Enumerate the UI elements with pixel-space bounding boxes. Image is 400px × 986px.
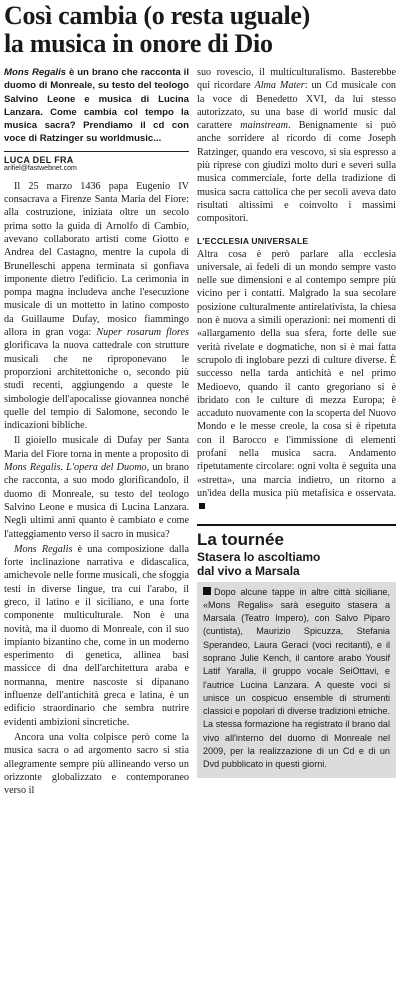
section-heading: L'ECCLESIA UNIVERSALE [197,235,309,246]
body-left [4,180,189,798]
paragraph: Ancora una volta colpisce però come la musica sacra o ad argomento sacro si stia allegramente sempre più allineando verso un orizzonte globalizzato e contemporaneo verso il [4,731,189,797]
paragraph: Altra cosa è però parlare alla ecclesia universale, ai fedeli di un mondo sempre vasto nelle sue dimensioni e al contempo sempre più vicino per i contatti. Malgrado la sua secolare posizione culturalmente antirelativista, la chiesa non è nuova a simili operazioni: nei momenti di «allargamento della sua sfera, forte delle sue verità rivelate e dogmatiche, non si è mai fatta scrupolo di inglobare pezzi di culture diverse. È successo nella tarda antichità e nel primo Medioevo, quando il canto gregoriano si è ibridato con le culture di mezza Europa; è accaduto nuovamente con la scoperta del Nuovo Mondo e le messe creole, la cosa si è ripetuta con il Barocco e l'immissione di elementi profani nella musica sacra. Andamento ripetutamente circolare: ogni volta è seguita una «stretta», una marcia indietro, un ritorno a un'idea della musica più metafisica e osservata. [197,248,396,514]
square-bullet-icon [203,587,211,595]
end-mark-icon [199,503,205,509]
headline [4,2,396,58]
body-right [197,66,396,514]
lede [4,66,189,146]
box-title: La tournée [197,529,284,549]
author-email: arifiel@fastwebnet.com [4,164,77,172]
paragraph: Mons Regalis è una composizione dalla forte inclinazione narrativa e didascalica, amichevole nelle forme musicali, che sfoggia testi in diverse lingue, tra cui l'arabo, il greco, il latino e il siciliano, e una forte componente multiculturale. Non è una novità, ma il duomo di Monreale, con il suo impianto bizantino che, come in un moderno esperimento di genetica, allinea basi massicce di dna dell'architettura araba e normanna, mentre nascoste si dipanano influenze dell'antichità greca e latina, è un edificio straordinario che sembra nutrire evidenti ambizioni sincretiche. [4,543,190,728]
paragraph: Il gioiello musicale di Dufay per Santa Maria del Fiore torna in mente a proposito di Mons Regalis. L'opera del Duomo, un brano che racconta, a suo modo glorificandolo, il duomo di Monreale, su testo del teologo Salvino Leone e musica di Lucina Lanzara. Negli ultimi anni quanto è cambiato e come l'atteggiamento verso il sacro in musica? [4,435,190,540]
author-name: LUCA DEL FRA [4,154,74,165]
headline-line-1: Così cambia (o resta uguale) [4,1,310,30]
lede-italic: Mons Regalis [4,67,67,78]
byline [4,151,189,172]
column-left [4,66,189,799]
box-subtitle: Stasera lo ascoltiamo dal vivo a Marsala [197,549,321,578]
box-body: Dopo alcune tappe in altre città siciliane, «Mons Regalis» sarà eseguito stasera a Marsala (Teatro Impero), con Salvo Piparo (cuntista), Maurizio Spicuzza, Stefania Sperandeo, Laura Geraci (voci recitanti), e il soprano Julie Kench, il cantore arabo Yousif Latif Yaralla, il gruppo vocale SeiOttavi, e l'autrice Lucina Lanzara. A queste voci si unisce un cospicuo ensemble di strumenti classici e popolari di diverse tradizioni etniche. La stessa formazione ha registrato il brano dal vivo all'interno del duomo di Monreale nel 2009, per la realizzazione di un Cd e di un Dvd pubblicato in questi giorni. [197,582,396,778]
paragraph: suo rovescio, il multiculturalismo. Basterebbe qui ricordare Alma Mater: un Cd musicale con la voce di Benedetto XVI, da lui stesso autorizzato, su una base di world music dal carattere mainstream. Benignamente si può anche sorridere al ricordo di come Joseph Ratzinger, quando era vescovo, si sia espresso a più riprese con giudizi molto duri e severi sulla musica commerciale, forte della tradizione di musica sacra cattolica che per secoli aveva dato risultati altissimi e coinvolto i massimi compositori. [197,67,397,225]
lede-text: è un brano che racconta il duomo di Monreale, su testo del teologo Salvino Leone e musica di Lucina Lanzara. Come cambia col tempo la musica sacra? Prendiamo il cd con voce di Ratzinger su worldmusic... [4,67,189,145]
headline-line-2: la musica in onore di Dio [4,29,273,58]
sidebar-box [197,524,396,778]
paragraph: Il 25 marzo 1436 papa Eugenio IV consacrava a Firenze Santa Maria del Fiore: alla costruzione, iniziata oltre un secolo prima sotto la guida di Arnolfo di Cambio, avevano collaborato artisti come Giotto e Andrea del Castagno, mentre la cupola di Brunelleschi appena terminata si gonfiava imponente dietro l'edificio. La cerimonia in pompa magna includeva anche l'esecuzione musicale di un mottetto in latino composto da Guillaume Dufay, mosico fiammingo allora in gran voga: Nuper rosarum flores glorificava la nuova cattedrale con strutture musicali che ne riproponevano le proporzioni architettoniche o, secondo più studi recenti, aggiungendo a queste le simbologie dell'apocalisse giovannea nonché quelle del tempio di Salomone, secondo le indicazioni bibliche. [4,180,189,432]
column-right [197,66,396,799]
article-columns [4,66,396,799]
